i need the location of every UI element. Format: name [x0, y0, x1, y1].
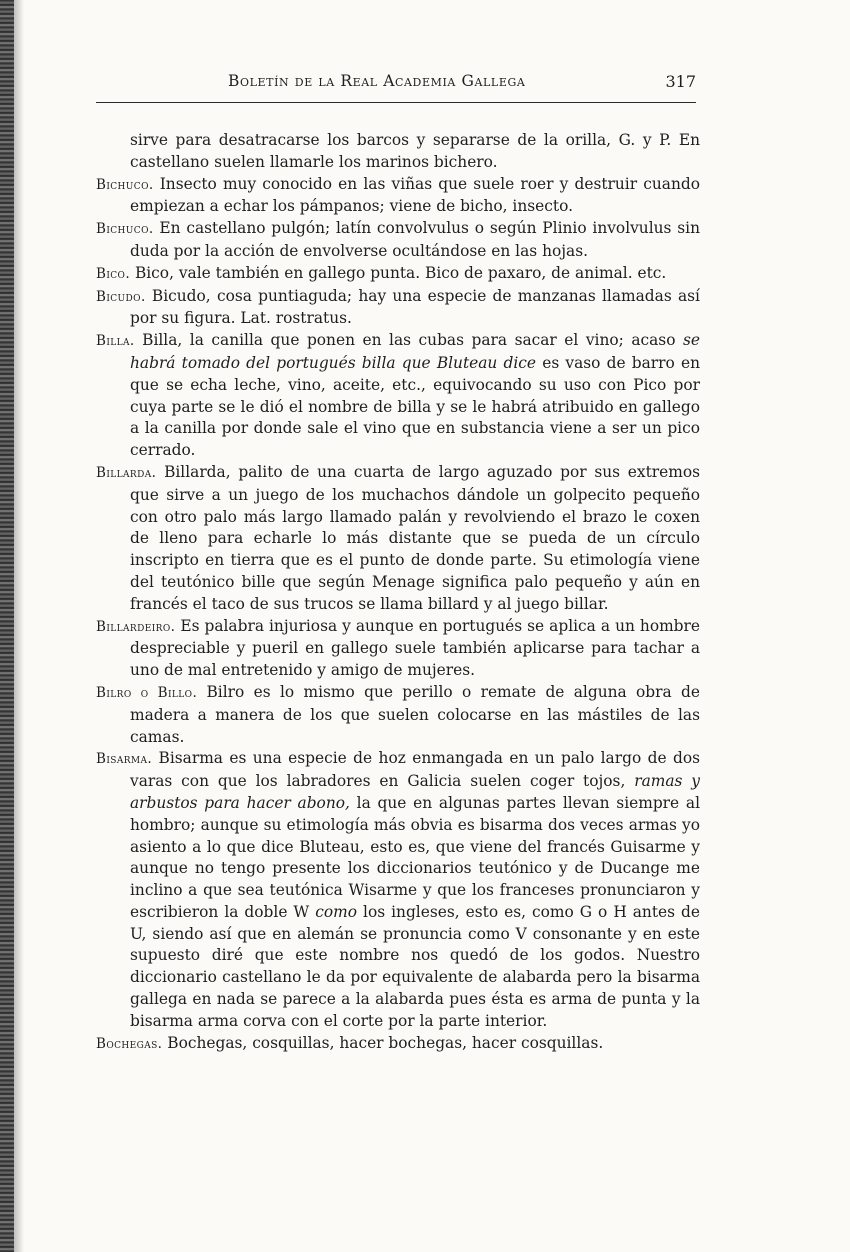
- entry-text: Billarda, palito de una cuarta de largo aguzado por sus extremos que sirve a un juego de los muchachos dándole un golpecito pequeño con otro palo más largo llamado palán y revolviendo el brazo le coxen de lleno para echarle lo más distante que se pueda de un círculo inscripto en tierra que es el punto de donde parte. Su etimología viene del teutónico bille que según Menage significa palo pequeño y aún en francés el taco de sus trucos se llama billard y al juego billar.: [130, 462, 700, 613]
- entry-text: Bisarma es una especie de hoz enmangada en un palo largo de dos varas con que los labradores en Galicia suelen coger tojos,: [130, 749, 700, 791]
- entry-headword: Bichuco.: [96, 221, 154, 238]
- entry-text: es vaso de barro en que se echa leche, vino, aceite, etc., equivocando su uso con Pico por cuya parte se le dió el nombre de billa y se le habrá atribuido en gallego a la canilla por donde sale el vino que en substancia viene a ser un pico cerrado.: [130, 353, 700, 460]
- entry-headword: Billardeiro.: [96, 618, 176, 635]
- entry-headword: Bilro o Billo.: [96, 684, 198, 701]
- running-header: [96, 68, 696, 103]
- journal-title: Boletín de la Real Academia Gallega: [228, 72, 526, 90]
- entry-text: la que en algunas partes llevan siempre al hombro; aunque su etimología más obvia es bisarma dos veces armas yo asiento a lo que dice Bluteau, esto es, que viene del francés Guisarme y aunque no tengo presente los diccionarios teutónico y de Ducange me inclino a que sea teutónica Wisarme y que los franceses pronunciaron y escribieron la doble W: [130, 793, 700, 921]
- entry-text: Bochegas, cosquillas, hacer bochegas, hacer cosquillas.: [167, 1033, 604, 1052]
- entry-headword: Billa.: [96, 333, 135, 350]
- entry-text: Billa, la canilla que ponen en las cubas para sacar el vino; acaso: [142, 331, 683, 350]
- entry-italic-text: ramas y arbustos para hacer abono,: [130, 772, 700, 812]
- book-spine-edge: [0, 0, 14, 1252]
- spine-shadow: [14, 0, 24, 1252]
- entry-text: Bilro es lo mismo que perillo o remate de alguna obra de madera a manera de los que suelen colocarse en las mástiles de las camas.: [130, 682, 700, 746]
- dictionary-entry: [96, 616, 700, 682]
- dictionary-entry: [96, 286, 700, 331]
- dictionary-entry: [96, 218, 700, 263]
- dictionary-entry: [96, 330, 700, 462]
- entry-headword: Bico.: [96, 265, 131, 282]
- entry-text: Insecto muy conocido en las viñas que suele roer y destruir cuando empiezan a echar los pámpanos; viene de bicho, insecto.: [130, 174, 700, 216]
- dictionary-entry: [96, 682, 700, 748]
- entry-text: Bico, vale también en gallego punta. Bico de paxaro, de animal. etc.: [134, 263, 667, 282]
- entry-text: Es palabra injuriosa y aunque en portugués se aplica a un hombre despreciable y pueril en gallego suele también aplicarse para tachar a uno de mal entretenido y amigo de mujeres.: [130, 616, 700, 680]
- entry-headword: Bisarma.: [96, 751, 153, 768]
- entry-text: Bicudo, cosa puntiaguda; hay una especie de manzanas llamadas así por su figura. Lat. rostratus.: [130, 286, 700, 328]
- entry-text: sirve para desatracarse los barcos y separarse de la orilla, G. y P. En castellano suelen llamarle los marinos bichero.: [130, 131, 700, 171]
- entry-italic-text: se habrá tomado del portugués billa que Bluteau dice: [130, 331, 700, 372]
- dictionary-entry: [96, 174, 700, 219]
- entry-italic-text: como: [315, 902, 358, 921]
- dictionary-entry: [96, 1033, 700, 1056]
- dictionary-entry: [96, 748, 700, 1032]
- entry-text: los ingleses, esto es, como G o H antes de U, siendo así que en alemán se pronuncia como V consonante y en este supuesto diré que este nombre nos quedó de los godos. Nuestro diccionario castellano le da por equivalente de alabarda pero la bisarma gallega en nada se parece a la alabarda pues ésta es arma de punta y la bisarma arma corva con el corte por la parte interior.: [130, 902, 700, 1030]
- page-number: 317: [665, 72, 696, 91]
- dictionary-entries: [96, 130, 700, 1055]
- entry-headword: Bichuco.: [96, 176, 154, 193]
- dictionary-entry: [96, 462, 700, 616]
- entry-headword: Bicudo.: [96, 288, 146, 305]
- entry-headword: Bochegas.: [96, 1035, 163, 1052]
- entry-headword: Billarda.: [96, 464, 157, 481]
- dictionary-entry: [96, 130, 700, 174]
- dictionary-entry: [96, 263, 700, 286]
- entry-text: En castellano pulgón; latín convolvulus o según Plinio involvulus sin duda por la acción de envolverse ocultándose en las hojas.: [130, 219, 700, 260]
